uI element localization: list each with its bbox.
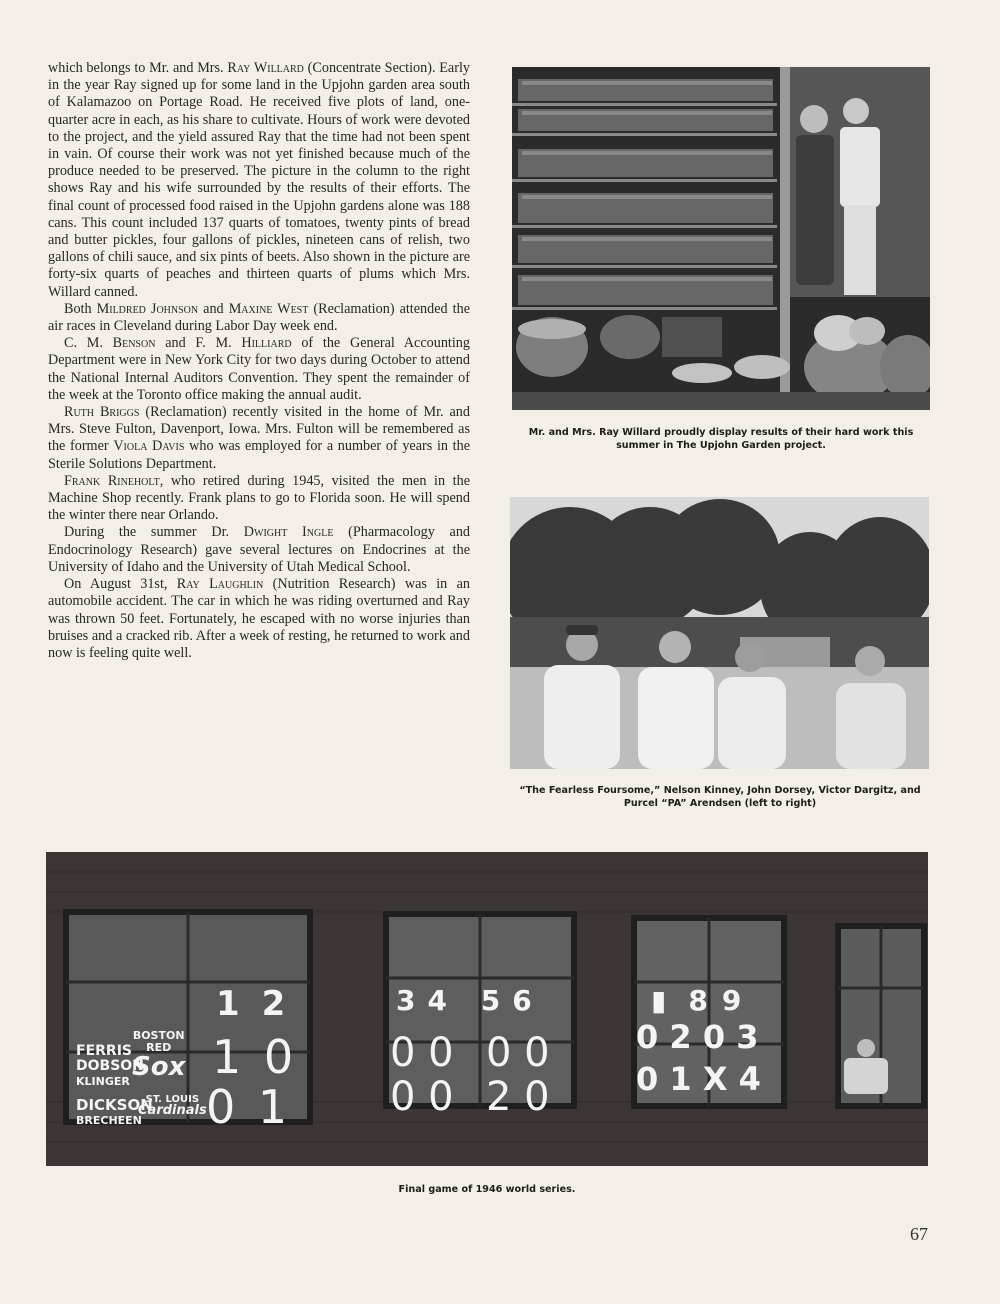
paragraph-ingle [48, 524, 470, 576]
world-series-caption: Final game of 1946 world series. [398, 1184, 576, 1195]
score-row-sox-2: 0 0 [390, 1030, 454, 1076]
team-text: DICKSON [76, 1096, 153, 1114]
text: , who retired during 1945, visited the men in the Machine Shop recently. Frank plans to go to Florida soon. He will spend the winter there near Orlando. [48, 472, 471, 524]
text: (Reclamation) recently visited in the home of Mr. and Mrs. Steve Fulton, Davenport, Iowa. Mrs. Fulton will be remembered as the former [48, 404, 470, 455]
inning-number: 5 [480, 984, 513, 1017]
person-name: Dwight Ingle [243, 524, 334, 541]
inning-number: 4 [427, 984, 459, 1017]
paragraph-willard [48, 60, 470, 301]
team-text: BRECHEEN [76, 1114, 142, 1127]
text: (Reclamation) attended the air races in Cleveland during Labor Day week end. [48, 300, 470, 335]
foursome-photo [510, 497, 929, 769]
paragraph-laughlin [48, 576, 470, 662]
team-text: Sox [132, 1052, 186, 1082]
paragraph-rineholt [48, 473, 470, 525]
text: and [155, 335, 196, 352]
text: and [198, 300, 229, 317]
red-sox-label [132, 1030, 185, 1080]
inning-number: 3 [396, 984, 428, 1017]
text: During the summer Dr. [64, 524, 244, 541]
person-name: Mildred Johnson [96, 300, 199, 317]
person-name: Frank Rineholt [64, 472, 160, 489]
score-row-cards-3: 2 0 [486, 1074, 550, 1120]
team-text: KLINGER [76, 1075, 130, 1088]
text: who was employed for a number of years in the Sterile Solutions Department. [48, 438, 471, 472]
score-row-sox-3: 0 0 [486, 1030, 550, 1076]
foursome-photo-caption: “The Fearless Foursome,” Nelson Kinney, John Dorsey, Victor Dargitz, and Purcel “PA” Arendsen (left to right) [519, 785, 921, 809]
inning-number: 8 [688, 984, 722, 1017]
person-name: Viola Davis [113, 438, 185, 455]
team-text: BOSTON [132, 1029, 185, 1042]
person-name: Maxine West [228, 300, 309, 317]
paragraph-johnson-west [48, 301, 470, 335]
cardinals-label [138, 1094, 207, 1116]
garden-produce-image [512, 67, 930, 410]
team-text: Cardinals [138, 1103, 207, 1118]
team-text: DOBSON [76, 1058, 144, 1074]
inning-number: 9 [721, 984, 756, 1017]
text: (Nutrition Research) was in an automobile accident. The car in which he was riding overturned and Ray was thrown 50 feet. Fortunately, he escaped with no worse injuries than bruises and a cracked rib. After a week of resting, he returned to work and now is feeling quite well. [48, 576, 470, 661]
garden-produce-photo [512, 67, 930, 410]
inning-number: 6 [512, 984, 544, 1017]
garden-photo-caption: Mr. and Mrs. Ray Willard proudly display results of their hard work this summer in The Upjohn Garden project. [528, 427, 914, 451]
paragraph-benson-hilliard [48, 335, 470, 404]
score-row-sox-1: 1 0 [212, 1030, 298, 1084]
page-number: 67 [910, 1224, 928, 1244]
scoreboard-overlay [46, 852, 928, 1166]
inning-number: 1 [216, 984, 262, 1024]
person-name: C. M. Benson [64, 335, 156, 352]
text: of the General Accounting Department were in New York City for two days during October to attend the National Internal Auditors Convention. They spent the remainder of the week at the Toronto office making the annual audit. [48, 335, 470, 403]
innings-3-6 [396, 984, 544, 1017]
person-name: Ruth Briggs [64, 404, 140, 421]
score-row-sox-4: 0 2 0 3 [636, 1018, 759, 1056]
text: On August 31st, [64, 576, 177, 593]
text: Both [64, 300, 97, 317]
text: (Concentrate Section). Early in the year Ray signed up for some land in the Upjohn garden area south of Kalamazoo on Portage Road. He received five plots of land, one-quarter acre in each, as his share to cultivate. Hours of work were devoted to the project, and the yield assured Ray that the time had not been spent in vain. Of course their work was not yet finished because much of the produce needed to be preserved. The picture in the column to the right shows Ray and his wife surrounded by the results of their efforts. The final count of processed food raised in the Upjohn gardens alone was 188 cans. This count included 137 quarts of tomatoes, twenty pints of bread and butter pickles, four gallons of pickles, nineteen cans of relish, two gallons of chili sauce, and six pints of beets. Also shown in the picture are forty-six quarts of peaches and thirteen quarts of plums which Mrs. Willard canned. [48, 60, 470, 300]
foursome-image [510, 497, 929, 769]
text: (Pharmacology and Endocrinology Research) gave several lectures on Endocrines at the University of Idaho and the University of Utah Medical School. [48, 524, 471, 575]
inning-number: 2 [261, 984, 308, 1024]
person-name: Ray Willard [227, 60, 304, 76]
score-row-cards-1: 0 1 [206, 1080, 292, 1134]
paragraph-briggs [48, 404, 470, 473]
team-text: FERRIS [76, 1043, 132, 1059]
score-row-cards-4: 0 1 X 4 [636, 1060, 761, 1098]
person-name: F. M. Hilliard [195, 335, 292, 352]
score-row-cards-2: 0 0 [390, 1074, 454, 1120]
article-text-column [48, 60, 470, 662]
team-text: RED [146, 1041, 172, 1054]
innings-8-9: ▮89 [651, 984, 756, 1017]
innings-1-2 [216, 984, 307, 1024]
team-text: ST. LOUIS [145, 1094, 200, 1105]
person-name: Ray Laughlin [176, 576, 264, 593]
world-series-photo [46, 852, 928, 1166]
text: which belongs to Mr. and Mrs. [48, 60, 228, 76]
